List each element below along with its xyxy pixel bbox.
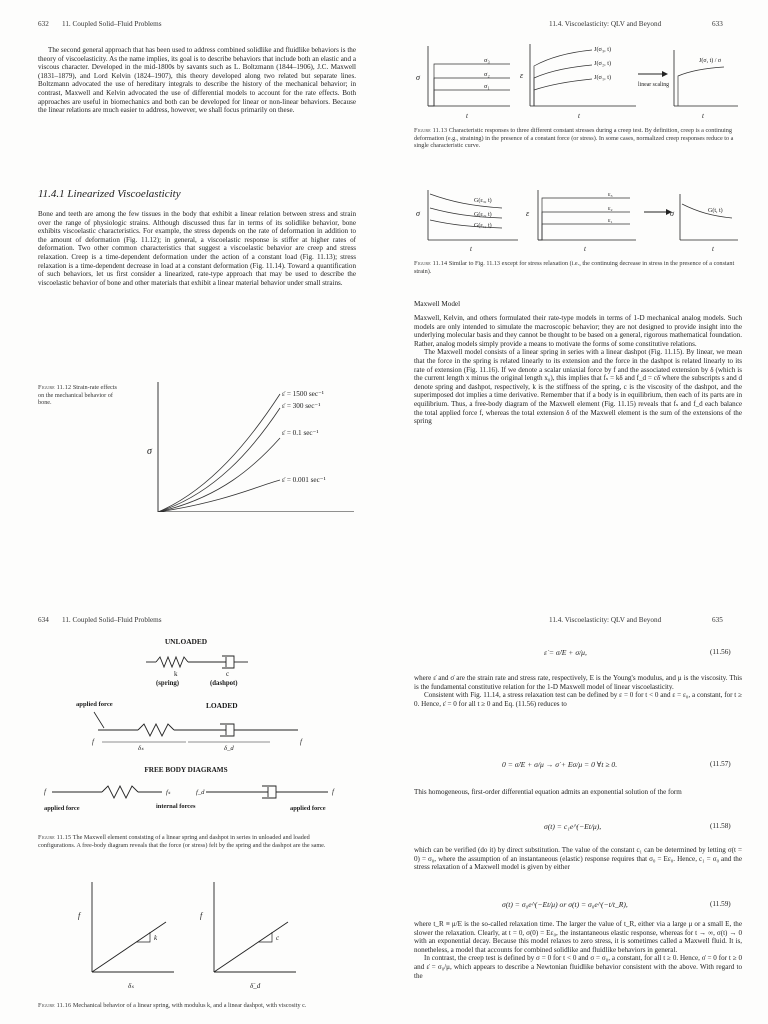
svg-text:f: f [332, 788, 334, 796]
svg-text:f: f [44, 788, 46, 796]
svg-text:σ₁: σ₁ [484, 83, 490, 90]
svg-text:σ: σ [416, 73, 420, 82]
figure-11-15-caption: Figure 11.15 The Maxwell element consisting of a linear spring and dashpot in series in unloaded and loaded configurations. A free-body diagram reveals that the force (or stress) felt by the spring and the dashpot are the same. [38, 834, 326, 849]
page-number: 633 [712, 20, 723, 28]
svg-text:δ_d: δ_d [224, 745, 234, 752]
figure-11-12-stress-strain-plot [140, 378, 360, 512]
svg-text:t: t [466, 112, 468, 120]
intro-paragraph: The second general approach that has been used to address combined solidlike and fluidlike behaviors is the theory of viscoelasticity. As the name implies, its goal is to describe behaviors that include both an elastic and a viscous character. Developed in the mid-1800s by savants such as L. Boltzmann (1844–1906), J.C. Maxwell (1831–1879), and Lord Kelvin (1824–1907), this theory developed along two related but separate lines. Boltzmann advocated the use of hereditary integrals to describe the history of the mechanical behavior; in contrast, Maxwell and Kelvin advocated the use of differential models to account for the rate effects. Both approaches are useful in biomechanics and both can be developed for linear or non-linear behaviors. Because the linear relations are much easier to address, however, we shall focus primarily on these. [38, 46, 356, 115]
curve-300 [158, 408, 280, 512]
running-head: 11.4. Viscoelasticity: QLV and Beyond [549, 616, 662, 624]
svg-text:σ: σ [416, 209, 420, 218]
svg-text:G(ε₃, t): G(ε₃, t) [474, 198, 492, 204]
equation-11-58: σ(t) = c₁e^(−Et/μ), [544, 822, 602, 831]
svg-text:J(σ₁, t): J(σ₁, t) [594, 74, 612, 81]
curve-1500 [158, 394, 280, 512]
page-633 [384, 0, 768, 512]
running-head: 11. Coupled Solid–Fluid Problems [62, 616, 162, 624]
svg-text:c: c [226, 670, 230, 678]
equation-number: (11.57) [710, 760, 731, 768]
svg-text:δₛ: δₛ [128, 982, 134, 990]
running-head: 11. Coupled Solid–Fluid Problems [62, 20, 162, 28]
svg-text:t: t [470, 245, 472, 253]
y-axis-label: σ [147, 446, 152, 457]
svg-text:(spring): (spring) [156, 680, 180, 687]
equation-number: (11.56) [710, 648, 731, 656]
svg-text:G(ε₁, t): G(ε₁, t) [474, 223, 492, 229]
svg-text:σ: σ [670, 209, 674, 218]
svg-text:δₛ: δₛ [138, 745, 144, 752]
figure-11-16-spring-dashpot-plots [70, 878, 310, 996]
svg-text:f: f [300, 738, 302, 746]
rate-label-1500: ε̇ = 1500 sec⁻¹ [282, 390, 324, 398]
equation-11-56: ε̇ = σ̇/E + σ/μ, [544, 648, 587, 657]
svg-text:ε₃: ε₃ [608, 192, 613, 198]
figure-11-13-creep-plots [412, 40, 742, 124]
page-number: 632 [38, 20, 49, 28]
svg-text:G(t, t): G(t, t) [708, 208, 723, 214]
figure-11-16-caption: Figure 11.16 Mechanical behavior of a linear spring, with modulus k, and a linear dashpot, with viscosity c. [38, 1002, 307, 1009]
svg-text:fₛ: fₛ [166, 789, 171, 796]
figure-11-15-maxwell-element [38, 632, 348, 832]
svg-text:J(σ, t) / σ: J(σ, t) / σ [699, 58, 722, 64]
svg-text:ε: ε [520, 71, 524, 80]
equation-11-57: 0 = σ̇/E + σ/μ → σ̇ + Eσ/μ = 0 ∀t ≥ 0. [502, 760, 618, 769]
figure-11-13-caption: Figure 11.13 Characteristic responses to three different constant stresses during a creep test. By definition, creep is a continuing deformation (e.g., straining) in the presence of a constant force (or stress). In some cases, normalized creep responses reduce to a single characteristic curve. [414, 127, 734, 149]
paragraph-5: where t_R ≡ μ/E is the so-called relaxation time. The larger the value of t_R, either via a large μ or a small E, the slower the relaxation. Clearly, at t = 0, σ(0) = Eε₀, the instantaneous elastic response, whereas for t → ∞, σ(t) → 0 with an exponential decay. Because this model relaxes to zero stress, it is sometimes called a Maxwell fluid. It is, nonetheless, a model that accounts for combined solidlike and fluidlike behaviors in general. In contrast, the creep test is defined by σ = 0 for t < 0 and σ = σ₀, a constant, for all t ≥ 0. Hence, σ̇ = 0 for t ≥ 0 and ε̇ = σ₀/μ, which appears to describe a Newtonian fluidlike behavior consistent with the above. With regard to the [414, 920, 742, 980]
page-635 [384, 512, 768, 1024]
paragraph-4: which can be verified (do it) by direct substitution. The value of the constant c₁ can be determined by letting σ(t = 0) = σ₀, where the assumption of an instantaneous (elastic) response requires that σ₀ = Eε₀. Hence, c₁ = σ₀ and the stress relaxation of a Maxwell model is given by either [414, 846, 742, 872]
svg-text:ε: ε [526, 209, 530, 218]
equation-number: (11.59) [710, 900, 731, 908]
section-paragraph: Bone and teeth are among the few tissues in the body that exhibit a linear relation between stress and strain over the range of physiologic strains. Although discussed thus far in terms of its solidlike behavior, bone exhibits viscoelastic characteristics. For example, the stress depends on the rate of deformation in addition to the amount of deformation (Fig. 11.12); in general, a viscoelastic response is stiffer at higher rates of deformation. Two other common characteristics that suggest a viscoelastic behavior are creep and stress relaxation. Creep is a time-dependent deformation under the action of a constant load (Fig. 11.13); stress relaxation is a time-dependent decrease in load at a constant deformation (Fig. 11.14). Toward a quantification of such behaviors, let us first consider a linearized, rate-type approach that may be used to describe the viscoelastic behavior of bone and other materials that exhibit a linear material behavior under small strains. [38, 210, 356, 287]
running-head: 11.4. Viscoelasticity: QLV and Beyond [549, 20, 662, 28]
svg-text:σ₂: σ₂ [484, 71, 490, 78]
svg-text:LOADED: LOADED [206, 701, 238, 710]
svg-text:c: c [276, 934, 280, 942]
paragraph-3: This homogeneous, first-order differential equation admits an exponential solution of the form [414, 788, 682, 796]
svg-text:ε₂: ε₂ [608, 206, 613, 212]
svg-text:f: f [92, 738, 94, 746]
svg-text:UNLOADED: UNLOADED [164, 637, 208, 646]
page-632 [0, 0, 384, 512]
svg-text:f: f [78, 911, 81, 920]
svg-text:k: k [174, 670, 178, 678]
section-title: 11.4.1 Linearized Viscoelasticity [38, 188, 181, 200]
svg-text:f: f [200, 911, 203, 920]
svg-text:internal forces: internal forces [156, 803, 196, 810]
svg-text:applied force: applied force [76, 701, 113, 708]
equation-number: (11.58) [710, 822, 731, 830]
svg-text:FREE BODY DIAGRAMS: FREE BODY DIAGRAMS [144, 766, 228, 774]
curve-0-1 [158, 438, 280, 512]
equation-11-59: σ(t) = σ₀e^(−Et/μ) or σ(t) = σ₀e^(−t/t_R), [502, 900, 628, 909]
figure-11-12-caption: Figure 11.12 Strain-rate effects on the mechanical behavior of bone. [38, 384, 117, 406]
svg-text:(dashpot): (dashpot) [210, 680, 238, 687]
page-number: 634 [38, 616, 49, 624]
svg-text:t: t [578, 112, 580, 120]
maxwell-model-heading: Maxwell Model [414, 300, 461, 308]
page-634 [0, 512, 384, 1024]
rate-label-300: ε̇ = 300 sec⁻¹ [282, 402, 321, 410]
svg-text:t: t [712, 245, 714, 253]
svg-text:δ̇_d: δ̇_d [250, 982, 261, 990]
svg-text:t: t [702, 112, 704, 120]
svg-text:t: t [584, 245, 586, 253]
svg-text:J(σ₂, t): J(σ₂, t) [594, 60, 612, 67]
svg-text:k: k [154, 934, 158, 942]
svg-text:applied force: applied force [290, 805, 326, 812]
svg-text:applied force: applied force [44, 805, 80, 812]
svg-text:J(σ₃, t): J(σ₃, t) [594, 46, 612, 53]
rate-label-0-1: ε̇ = 0.1 sec⁻¹ [282, 429, 319, 437]
linear-scaling-label: linear scaling [638, 82, 670, 88]
svg-text:ε₁: ε₁ [608, 218, 613, 224]
paragraph-1: where ε̇ and σ̇ are the strain rate and stress rate, respectively, E is the Young's modulus, and μ is the viscosity. This is the fundamental constitutive relation for the 1-D Maxwell model of linear viscoelasticity. Consistent with Fig. 11.14, a stress relaxation test can be defined by ε = 0 for t < 0 and ε = ε₀, a constant, for t ≥ 0. Hence, ε̇ = 0 for all t ≥ 0 and Eq. (11.56) reduces to [414, 674, 742, 708]
figure-11-14-relaxation-plots [412, 188, 742, 254]
svg-text:G(ε₂, t): G(ε₂, t) [474, 212, 492, 218]
maxwell-paragraphs: Maxwell, Kelvin, and others formulated their rate-type models in terms of 1-D mechanical analog models. Such models are only intended to simulate the macroscopic behavior; they are not designed to provide insight into the underlying molecular basis and they cannot be thought to be based on a general, rigorous mathematical foundation. Rather, analog models simply provide a means to motivate the forms of some constitutive relations. The Maxwell model consists of a linear spring in series with a linear dashpot (Fig. 11.15). By linear, we mean that the force in the spring is related linearly to its extension and the force in the dashpot is related linearly to its rate of extension (Fig. 11.16). If we denote a scalar uniaxial force by f and the associated extension by δ (which is the current length x minus the original length x₀), this implies that fₛ = kδ and f_d = cδ̇ where the subscripts s and d denote spring and dashpot, respectively, k is the stiffness of the spring, c is the viscosity of the dashpot, and the superimposed dot implies a time derivative. Remember that if a body is in equilibrium, then each of its parts are in equilibrium. Thus, a free-body diagram of the Maxwell element (Fig. 11.15) reveals that fₛ and f_d each balance the total applied force f, whereas the total extension δ of the Maxwell element is the sum of the extensions of the spring [414, 314, 742, 426]
figure-11-14-caption: Figure 11.14 Similar to Fig. 11.13 except for stress relaxation (i.e., the continuing decrease in stress in the presence of a constant strain). [414, 260, 735, 275]
svg-text:f_d: f_d [196, 789, 205, 796]
page-number: 635 [712, 616, 723, 624]
rate-label-0-001: ε̇ = 0.001 sec⁻¹ [282, 476, 326, 484]
svg-text:σ₃: σ₃ [484, 57, 490, 64]
